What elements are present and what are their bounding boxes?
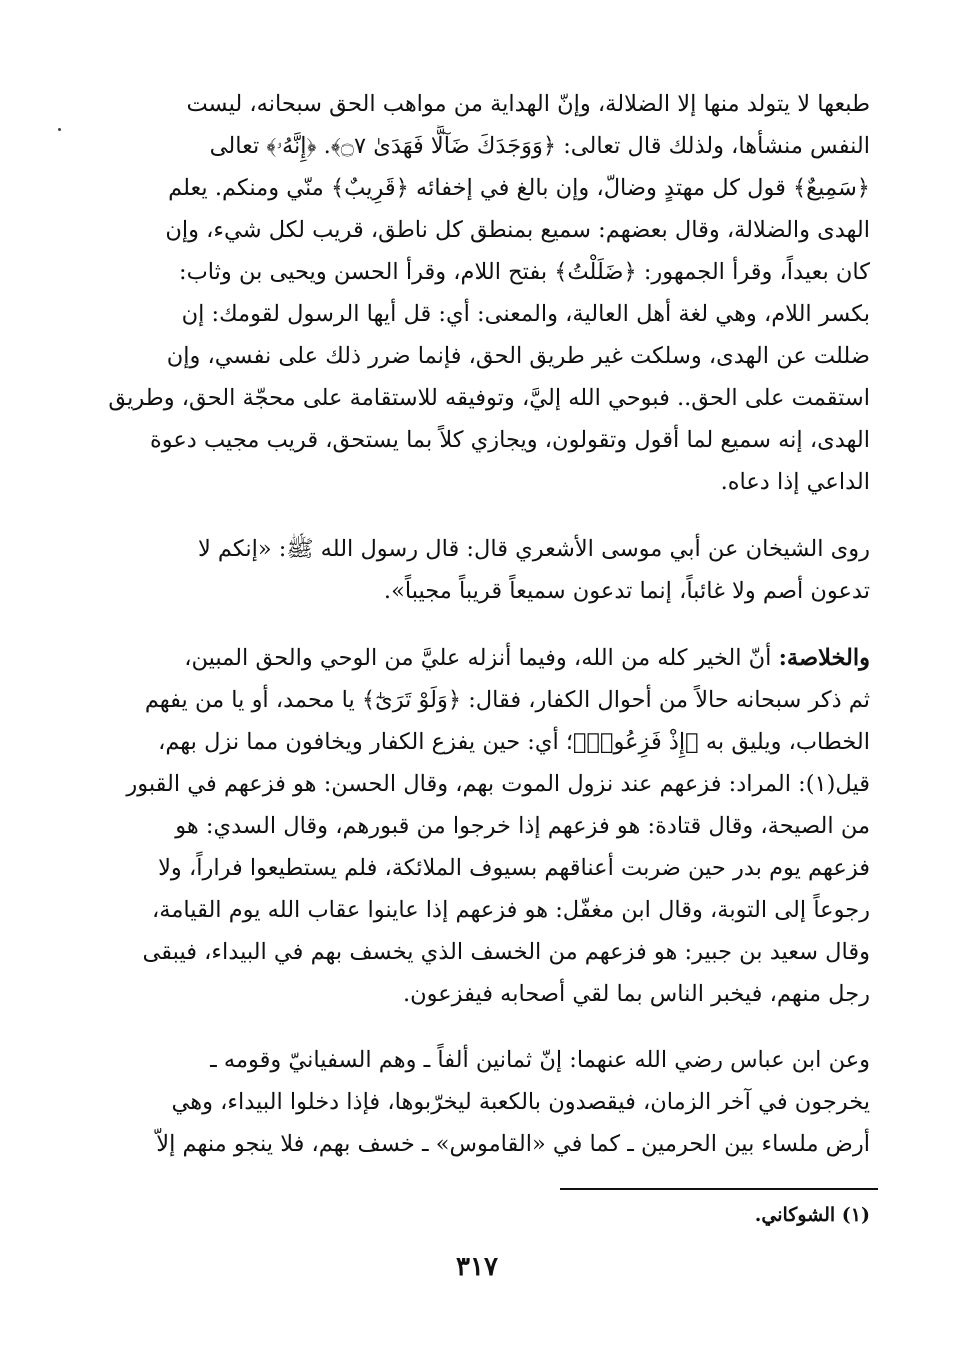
paragraph-3-summary	[78, 637, 870, 1015]
text-line: قيل(١): المراد: فزعهم عند نزول الموت بهم، وقال الحسن: هو فزعهم في القبور	[126, 771, 870, 797]
text-line: الهدى والضلالة، وقال بعضهم: سميع بمنطق كل ناطق، قريب لكل شيء، وإن	[165, 217, 870, 243]
paragraph-4	[78, 1039, 870, 1165]
text-line: الداعي إذا دعاه.	[720, 469, 870, 495]
text-line: وعن ابن عباس رضي الله عنهما: إنّ ثمانين ألفاً ـ وهم السفيانيّ وقومه ـ	[210, 1047, 870, 1073]
text-line: الهدى، إنه سميع لما أقول وتقولون، ويجازي كلاً بما يستحق، قريب مجيب دعوة	[149, 427, 870, 453]
text-line: استقمت على الحق.. فبوحي الله إليَّ، وتوفيقه للاستقامة على محجّة الحق، وطريق	[108, 385, 870, 411]
text-line: روى الشيخان عن أبي موسى الأشعري قال: قال رسول الله ﷺ: «إنكم لا	[197, 536, 870, 562]
summary-first-line: أنّ الخير كله من الله، وفيما أنزله عليَّ من الوحي والحق المبين،	[184, 645, 779, 671]
text-line: ثم ذكر سبحانه حالاً من أحوال الكفار، فقال: ﴿وَلَوْ تَرَىٰٓ﴾ يا محمد، أو يا من يفهم	[144, 687, 870, 713]
text-line: أرض ملساء بين الحرمين ـ كما في «القاموس» ـ خسف بهم، فلا ينجو منهم إلاّ	[156, 1131, 870, 1157]
page-number: ٣١٧	[456, 1252, 498, 1282]
text-line: ﴿سَمِيعٌ﴾ قول كل مهتدٍ وضالّ، وإن بالغ في إخفائه ﴿قَرِيبٌ﴾ منّي ومنكم. يعلم	[168, 175, 870, 201]
text-line: كان بعيداً، وقرأ الجمهور: ﴿ضَلَلْتُ﴾ بفتح اللام، وقرأ الحسن ويحيى بن وثاب:	[179, 259, 870, 285]
text-line: النفس منشأها، ولذلك قال تعالى: ﴿وَوَجَدَكَ ضَآلًّا فَهَدَىٰ ۝٧﴾. ﴿إِنَّهُۥ﴾ تعالى	[209, 133, 870, 159]
text-line	[78, 637, 870, 679]
footnote-separator	[560, 1188, 878, 1190]
text-line: من الصيحة، وقال قتادة: هو فزعهم إذا خرجوا من قبورهم، وقال السدي: هو	[175, 813, 870, 839]
text-line: يخرجون في آخر الزمان، فيقصدون بالكعبة ليخرّبوها، فإذا دخلوا البيداء، وهي	[171, 1089, 870, 1115]
text-line: طبعها لا يتولد منها إلا الضلالة، وإنّ الهداية من مواهب الحق سبحانه، ليست	[186, 91, 870, 117]
text-line: تدعون أصم ولا غائباً، إنما تدعون سميعاً قريباً مجيباً».	[383, 578, 870, 604]
text-line: الخطاب، ويليق به ﴿إِذْ فَزِعُوا۟﴾؛ أي: حين يفزع الكفار ويخافون مما نزل بهم،	[158, 729, 870, 755]
footnote: (١) الشوكاني.	[754, 1204, 870, 1226]
scan-speck	[58, 128, 61, 131]
text-line: ضللت عن الهدى، وسلكت غير طريق الحق، فإنما ضرر ذلك على نفسي، وإن	[166, 343, 870, 369]
text-line: رجل منهم، فيخبر الناس بما لقي أصحابه فيفزعون.	[402, 981, 870, 1007]
text-line: بكسر اللام، وهي لغة أهل العالية، والمعنى: أي: قل أيها الرسول لقومك: إن	[181, 301, 870, 327]
text-line: وقال سعيد بن جبير: هو فزعهم من الخسف الذي يخسف بهم في البيداء، فيبقى	[142, 939, 870, 965]
text-line: فزعهم يوم بدر حين ضربت أعناقهم بسيوف الملائكة، فلم يستطيعوا فراراً، ولا	[158, 855, 870, 881]
text-line: رجوعاً إلى التوبة، وقال ابن مغفّل: هو فزعهم إذا عاينوا عقاب الله يوم القيامة،	[152, 897, 870, 923]
summary-lead-word: والخلاصة:	[778, 645, 870, 671]
paragraph-1	[78, 83, 870, 503]
paragraph-2-hadith	[78, 528, 870, 612]
